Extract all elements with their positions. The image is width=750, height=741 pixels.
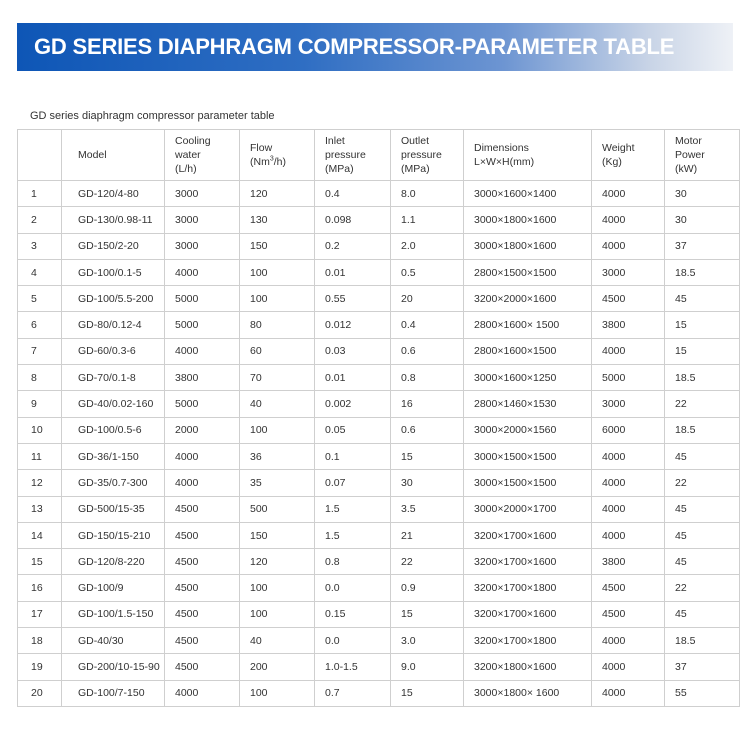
cell-weight: 4500 <box>592 575 665 601</box>
cell-model: GD-60/0.3-6 <box>62 338 165 364</box>
cell-model: GD-130/0.98-11 <box>62 207 165 233</box>
cell-outlet-pressure: 9.0 <box>391 654 464 680</box>
cell-model: GD-150/15-210 <box>62 522 165 548</box>
cell-no: 13 <box>18 496 62 522</box>
cell-flow: 500 <box>240 496 315 522</box>
cell-inlet-pressure: 0.7 <box>315 680 391 706</box>
table-row <box>18 259 740 285</box>
cell-cooling-water: 2000 <box>165 417 240 443</box>
cell-inlet-pressure: 0.01 <box>315 259 391 285</box>
page-title: GD SERIES DIAPHRAGM COMPRESSOR-PARAMETER TABLE <box>34 34 675 59</box>
cell-weight: 4000 <box>592 654 665 680</box>
header-dimensions: Dimensions L×W×H(mm) <box>464 130 592 181</box>
cell-outlet-pressure: 16 <box>391 391 464 417</box>
table-row <box>18 417 740 443</box>
cell-model: GD-150/2-20 <box>62 233 165 259</box>
table-row <box>18 207 740 233</box>
table-row <box>18 549 740 575</box>
cell-flow: 35 <box>240 470 315 496</box>
table-header-row <box>18 130 740 181</box>
table-body <box>18 181 740 707</box>
cell-cooling-water: 4000 <box>165 443 240 469</box>
cell-motor-power: 37 <box>665 654 740 680</box>
cell-weight: 4000 <box>592 443 665 469</box>
cell-outlet-pressure: 0.8 <box>391 365 464 391</box>
cell-flow: 100 <box>240 286 315 312</box>
cell-inlet-pressure: 1.0-1.5 <box>315 654 391 680</box>
cell-weight: 3000 <box>592 391 665 417</box>
cell-weight: 4000 <box>592 522 665 548</box>
cell-no: 19 <box>18 654 62 680</box>
cell-motor-power: 45 <box>665 549 740 575</box>
cell-cooling-water: 4000 <box>165 259 240 285</box>
cell-motor-power: 18.5 <box>665 365 740 391</box>
cell-model: GD-40/30 <box>62 628 165 654</box>
table-row <box>18 181 740 207</box>
cell-flow: 120 <box>240 181 315 207</box>
cell-no: 11 <box>18 443 62 469</box>
header-weight: Weight (Kg) <box>592 130 665 181</box>
cell-no: 15 <box>18 549 62 575</box>
cell-motor-power: 45 <box>665 496 740 522</box>
cell-outlet-pressure: 15 <box>391 680 464 706</box>
cell-dimensions: 3000×1500×1500 <box>464 443 592 469</box>
cell-flow: 80 <box>240 312 315 338</box>
cell-cooling-water: 4500 <box>165 601 240 627</box>
cell-weight: 4000 <box>592 181 665 207</box>
cell-flow: 100 <box>240 259 315 285</box>
cell-motor-power: 15 <box>665 312 740 338</box>
header-motor-power: Motor Power (kW) <box>665 130 740 181</box>
cell-inlet-pressure: 0.0 <box>315 628 391 654</box>
cell-motor-power: 22 <box>665 470 740 496</box>
cell-cooling-water: 4500 <box>165 654 240 680</box>
cell-weight: 3800 <box>592 549 665 575</box>
header-outlet-pressure: Outlet pressure (MPa) <box>391 130 464 181</box>
cell-model: GD-70/0.1-8 <box>62 365 165 391</box>
cell-inlet-pressure: 0.03 <box>315 338 391 364</box>
cell-model: GD-100/7-150 <box>62 680 165 706</box>
cell-no: 6 <box>18 312 62 338</box>
cell-dimensions: 3200×1700×1600 <box>464 522 592 548</box>
cell-outlet-pressure: 0.6 <box>391 417 464 443</box>
cell-motor-power: 18.5 <box>665 628 740 654</box>
cell-flow: 150 <box>240 233 315 259</box>
cell-dimensions: 3200×1800×1600 <box>464 654 592 680</box>
table-row <box>18 601 740 627</box>
cell-model: GD-80/0.12-4 <box>62 312 165 338</box>
cell-no: 17 <box>18 601 62 627</box>
cell-weight: 4000 <box>592 338 665 364</box>
cell-weight: 4000 <box>592 470 665 496</box>
cell-flow: 120 <box>240 549 315 575</box>
cell-no: 14 <box>18 522 62 548</box>
cell-cooling-water: 4000 <box>165 338 240 364</box>
cell-motor-power: 18.5 <box>665 259 740 285</box>
cell-cooling-water: 3000 <box>165 181 240 207</box>
table-row <box>18 680 740 706</box>
cell-inlet-pressure: 0.8 <box>315 549 391 575</box>
cell-motor-power: 22 <box>665 575 740 601</box>
cell-weight: 4500 <box>592 601 665 627</box>
cell-inlet-pressure: 0.098 <box>315 207 391 233</box>
cell-outlet-pressure: 22 <box>391 549 464 575</box>
cell-outlet-pressure: 0.6 <box>391 338 464 364</box>
cell-cooling-water: 3800 <box>165 365 240 391</box>
cell-weight: 5000 <box>592 365 665 391</box>
cell-weight: 3000 <box>592 259 665 285</box>
cell-no: 18 <box>18 628 62 654</box>
cell-cooling-water: 5000 <box>165 312 240 338</box>
cell-no: 12 <box>18 470 62 496</box>
cell-outlet-pressure: 3.5 <box>391 496 464 522</box>
table-row <box>18 365 740 391</box>
cell-no: 7 <box>18 338 62 364</box>
cell-outlet-pressure: 30 <box>391 470 464 496</box>
cell-no: 20 <box>18 680 62 706</box>
cell-no: 4 <box>18 259 62 285</box>
table-row <box>18 233 740 259</box>
cell-inlet-pressure: 0.05 <box>315 417 391 443</box>
cell-inlet-pressure: 0.15 <box>315 601 391 627</box>
cell-cooling-water: 4500 <box>165 628 240 654</box>
cell-motor-power: 45 <box>665 443 740 469</box>
table-row <box>18 522 740 548</box>
cell-dimensions: 3000×1500×1500 <box>464 470 592 496</box>
header-no <box>18 130 62 181</box>
cell-dimensions: 3200×1700×1800 <box>464 575 592 601</box>
cell-flow: 130 <box>240 207 315 233</box>
table-row <box>18 338 740 364</box>
cell-model: GD-100/5.5-200 <box>62 286 165 312</box>
cell-outlet-pressure: 2.0 <box>391 233 464 259</box>
table-row <box>18 575 740 601</box>
cell-model: GD-100/0.5-6 <box>62 417 165 443</box>
cell-no: 16 <box>18 575 62 601</box>
cell-model: GD-100/0.1-5 <box>62 259 165 285</box>
table-row <box>18 470 740 496</box>
table-row <box>18 654 740 680</box>
cell-motor-power: 30 <box>665 181 740 207</box>
cell-inlet-pressure: 0.012 <box>315 312 391 338</box>
cell-dimensions: 3200×1700×1600 <box>464 549 592 575</box>
cell-motor-power: 45 <box>665 286 740 312</box>
header-model: Model <box>62 130 165 181</box>
cell-cooling-water: 5000 <box>165 391 240 417</box>
cell-no: 2 <box>18 207 62 233</box>
cell-dimensions: 3200×2000×1600 <box>464 286 592 312</box>
cell-flow: 150 <box>240 522 315 548</box>
cell-model: GD-36/1-150 <box>62 443 165 469</box>
cell-motor-power: 22 <box>665 391 740 417</box>
cell-cooling-water: 4500 <box>165 549 240 575</box>
cell-dimensions: 2800×1600×1500 <box>464 338 592 364</box>
table-row <box>18 312 740 338</box>
cell-inlet-pressure: 0.55 <box>315 286 391 312</box>
cell-outlet-pressure: 8.0 <box>391 181 464 207</box>
cell-no: 3 <box>18 233 62 259</box>
cell-weight: 4000 <box>592 496 665 522</box>
parameter-table <box>17 129 740 707</box>
table-row <box>18 628 740 654</box>
cell-no: 1 <box>18 181 62 207</box>
cell-dimensions: 3200×1700×1600 <box>464 601 592 627</box>
cell-weight: 6000 <box>592 417 665 443</box>
cell-cooling-water: 4500 <box>165 496 240 522</box>
cell-cooling-water: 5000 <box>165 286 240 312</box>
cell-dimensions: 3000×1800×1600 <box>464 207 592 233</box>
cell-weight: 4500 <box>592 286 665 312</box>
table-caption: GD series diaphragm compressor parameter table <box>30 110 275 122</box>
cell-inlet-pressure: 1.5 <box>315 522 391 548</box>
cell-weight: 4000 <box>592 680 665 706</box>
cell-model: GD-100/1.5-150 <box>62 601 165 627</box>
cell-weight: 4000 <box>592 233 665 259</box>
table-row <box>18 286 740 312</box>
cell-motor-power: 45 <box>665 601 740 627</box>
header-flow: Flow (Nm$^3$/h) <box>240 130 315 181</box>
cell-dimensions: 3000×2000×1700 <box>464 496 592 522</box>
cell-outlet-pressure: 0.4 <box>391 312 464 338</box>
cell-no: 8 <box>18 365 62 391</box>
cell-inlet-pressure: 0.002 <box>315 391 391 417</box>
cell-model: GD-500/15-35 <box>62 496 165 522</box>
cell-dimensions: 3000×1600×1400 <box>464 181 592 207</box>
cell-cooling-water: 4500 <box>165 575 240 601</box>
cell-flow: 200 <box>240 654 315 680</box>
cell-outlet-pressure: 21 <box>391 522 464 548</box>
cell-model: GD-200/10-15-90 <box>62 654 165 680</box>
cell-motor-power: 55 <box>665 680 740 706</box>
table-row <box>18 443 740 469</box>
header-banner <box>17 23 733 71</box>
cell-cooling-water: 4500 <box>165 522 240 548</box>
cell-motor-power: 15 <box>665 338 740 364</box>
table-row <box>18 496 740 522</box>
cell-dimensions: 3000×1800×1600 <box>464 233 592 259</box>
cell-dimensions: 3000×1600×1250 <box>464 365 592 391</box>
cell-flow: 36 <box>240 443 315 469</box>
header-cooling-water: Cooling water (L/h) <box>165 130 240 181</box>
cell-cooling-water: 4000 <box>165 470 240 496</box>
cell-cooling-water: 4000 <box>165 680 240 706</box>
cell-weight: 4000 <box>592 628 665 654</box>
cell-dimensions: 2800×1600× 1500 <box>464 312 592 338</box>
cell-outlet-pressure: 15 <box>391 443 464 469</box>
cell-model: GD-40/0.02-160 <box>62 391 165 417</box>
cell-inlet-pressure: 0.01 <box>315 365 391 391</box>
cell-flow: 100 <box>240 601 315 627</box>
cell-outlet-pressure: 3.0 <box>391 628 464 654</box>
cell-inlet-pressure: 0.07 <box>315 470 391 496</box>
cell-motor-power: 30 <box>665 207 740 233</box>
cell-flow: 100 <box>240 417 315 443</box>
cell-weight: 3800 <box>592 312 665 338</box>
cell-dimensions: 2800×1460×1530 <box>464 391 592 417</box>
cell-weight: 4000 <box>592 207 665 233</box>
cell-no: 9 <box>18 391 62 417</box>
cell-outlet-pressure: 20 <box>391 286 464 312</box>
cell-outlet-pressure: 0.5 <box>391 259 464 285</box>
cell-model: GD-35/0.7-300 <box>62 470 165 496</box>
cell-no: 10 <box>18 417 62 443</box>
cell-outlet-pressure: 1.1 <box>391 207 464 233</box>
cell-outlet-pressure: 15 <box>391 601 464 627</box>
cell-motor-power: 18.5 <box>665 417 740 443</box>
cell-motor-power: 37 <box>665 233 740 259</box>
cell-motor-power: 45 <box>665 522 740 548</box>
cell-model: GD-100/9 <box>62 575 165 601</box>
cell-dimensions: 3000×1800× 1600 <box>464 680 592 706</box>
cell-dimensions: 3000×2000×1560 <box>464 417 592 443</box>
cell-inlet-pressure: 1.5 <box>315 496 391 522</box>
cell-flow: 100 <box>240 680 315 706</box>
cell-inlet-pressure: 0.4 <box>315 181 391 207</box>
cell-cooling-water: 3000 <box>165 207 240 233</box>
header-inlet-pressure: Inlet pressure (MPa) <box>315 130 391 181</box>
cell-outlet-pressure: 0.9 <box>391 575 464 601</box>
cell-flow: 60 <box>240 338 315 364</box>
cell-flow: 100 <box>240 575 315 601</box>
cell-model: GD-120/4-80 <box>62 181 165 207</box>
cell-inlet-pressure: 0.0 <box>315 575 391 601</box>
table-row <box>18 391 740 417</box>
cell-no: 5 <box>18 286 62 312</box>
cell-dimensions: 3200×1700×1800 <box>464 628 592 654</box>
cell-flow: 70 <box>240 365 315 391</box>
cell-dimensions: 2800×1500×1500 <box>464 259 592 285</box>
cell-model: GD-120/8-220 <box>62 549 165 575</box>
cell-cooling-water: 3000 <box>165 233 240 259</box>
cell-inlet-pressure: 0.1 <box>315 443 391 469</box>
cell-flow: 40 <box>240 628 315 654</box>
cell-inlet-pressure: 0.2 <box>315 233 391 259</box>
cell-flow: 40 <box>240 391 315 417</box>
